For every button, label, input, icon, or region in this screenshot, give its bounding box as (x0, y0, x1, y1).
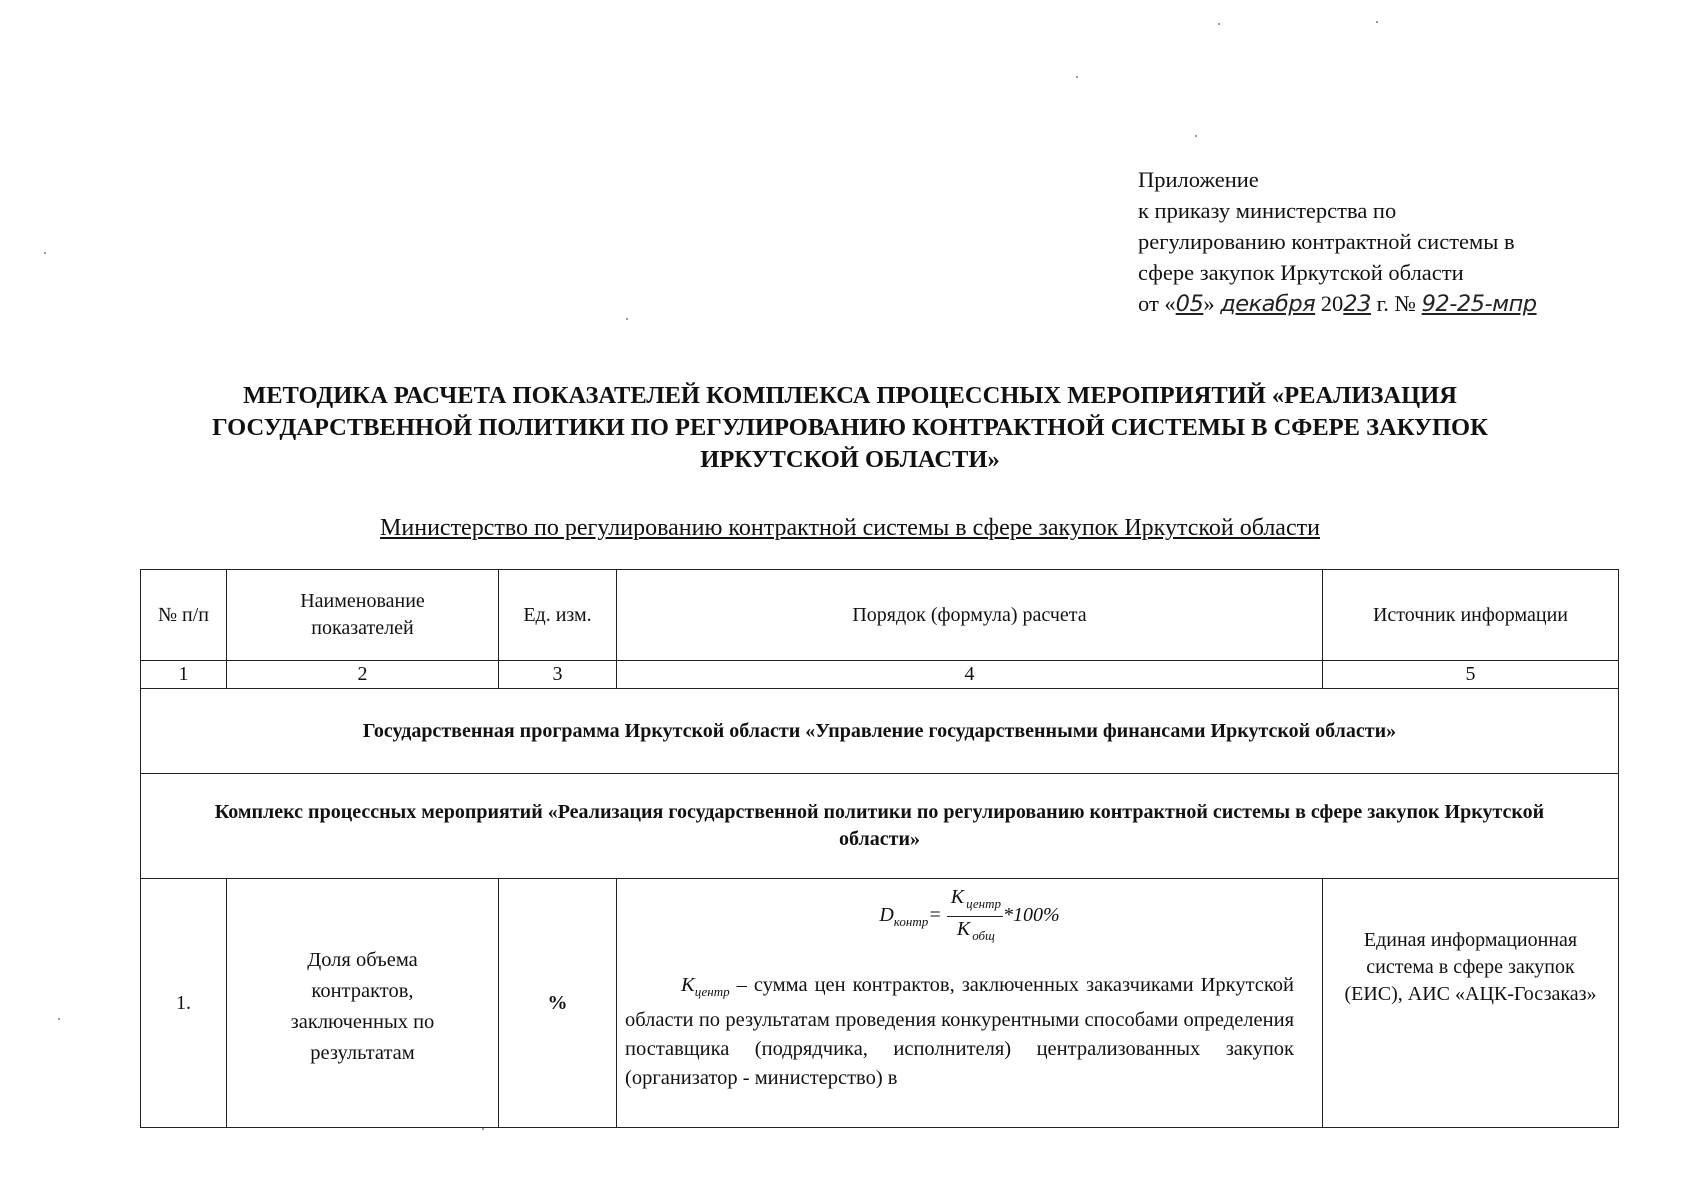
date-prefix: от « (1138, 291, 1176, 316)
appendix-block (1138, 164, 1658, 320)
order-day: 05 (1175, 291, 1204, 317)
number-label: г. № (1376, 291, 1416, 316)
formula-numerator (947, 885, 1003, 917)
document-title: МЕТОДИКА РАСЧЕТА ПОКАЗАТЕЛЕЙ КОМПЛЕКСА ПРОЦЕССНЫХ МЕРОПРИЯТИЙ «РЕАЛИЗАЦИЯ ГОСУДАРСТВЕННОЙ ПОЛИТИКИ ПО РЕГУЛИРОВАНИЮ КОНТРАКТНОЙ СИСТЕМЫ В СФЕРЕ ЗАКУПОК ИРКУТСКОЙ ОБЛАСТИ» (212, 382, 1488, 473)
numerator-sub: центр (966, 896, 1001, 911)
header-unit: Ед. изм. (499, 570, 617, 661)
appendix-line: Приложение (1138, 167, 1259, 192)
information-source: Единая информационная система в сфере закупок (ЕИС), АИС «АЦК-Госзаказ» (1323, 879, 1619, 1128)
scan-speck (482, 1128, 484, 1130)
column-number-row (141, 661, 1619, 689)
formula-eq: = (928, 904, 942, 927)
header-num: № п/п (141, 570, 227, 661)
formula-fraction (947, 885, 1003, 948)
indicator-name: Доля объема контрактов, заключенных по результатам (290, 949, 435, 1064)
scan-speck (1195, 135, 1197, 137)
desc-variable: K (681, 974, 695, 996)
scan-speck (58, 1018, 60, 1020)
formula-cell (617, 879, 1323, 1128)
complex-section-row (141, 774, 1619, 879)
formula-denominator (947, 917, 1003, 948)
denominator-sub: общ (972, 928, 995, 943)
indicators-table (140, 569, 1619, 1128)
year-prefix: 20 (1320, 291, 1344, 316)
program-section-title: Государственная программа Иркутской области «Управление государственными финансами Иркутской области» (141, 689, 1619, 774)
numerator-symbol: K (950, 886, 965, 908)
column-number: 2 (227, 661, 499, 689)
appendix-line: к приказу министерства по (1138, 198, 1397, 223)
table-header-row (141, 570, 1619, 661)
scan-speck (626, 318, 628, 320)
scan-speck (1376, 21, 1378, 23)
column-number: 4 (617, 661, 1323, 689)
formula-lhs: D (879, 904, 894, 927)
appendix-line: сфере закупок Иркутской области (1138, 260, 1464, 285)
scan-speck (1218, 23, 1220, 25)
order-number: 92-25-мпр (1421, 291, 1537, 317)
header-formula: Порядок (формула) расчета (617, 570, 1323, 661)
table-row (141, 879, 1619, 1128)
order-date-line (1138, 288, 1658, 320)
header-source: Источник информации (1323, 570, 1619, 661)
order-year: 23 (1343, 291, 1371, 317)
order-month: декабря (1220, 291, 1316, 317)
scan-speck (1076, 76, 1078, 78)
formula (617, 885, 1322, 948)
indicator-unit: % (499, 879, 617, 1128)
column-number: 1 (141, 661, 227, 689)
desc-text: – сумма цен контрактов, заключенных заказчиками Иркутской области по результатам проведения конкурентными способами определения поставщика (подрядчика, исполнителя) централизованных закупок (организатор - министерство) в (625, 974, 1295, 1090)
desc-variable-sub: центр (694, 984, 730, 1000)
header-name: Наименование показателей (227, 570, 499, 661)
scan-speck (44, 252, 46, 254)
formula-lhs-sub: контр (893, 914, 929, 930)
formula-tail: *100% (1003, 904, 1060, 927)
ministry-name: Министерство по регулированию контрактной системы в сфере закупок Иркутской области (380, 515, 1320, 541)
program-section-row (141, 689, 1619, 774)
indicator-name-cell (227, 879, 499, 1128)
complex-section-title: Комплекс процессных мероприятий «Реализация государственной политики по регулированию контрактной системы в сфере закупок Иркутской области» (141, 774, 1619, 879)
denominator-symbol: K (956, 918, 971, 940)
formula-description (625, 971, 1294, 1093)
appendix-line: регулированию контрактной системы в (1138, 229, 1515, 254)
column-number: 3 (499, 661, 617, 689)
row-number: 1. (141, 879, 227, 1128)
date-mid: » (1203, 291, 1215, 316)
column-number: 5 (1323, 661, 1619, 689)
